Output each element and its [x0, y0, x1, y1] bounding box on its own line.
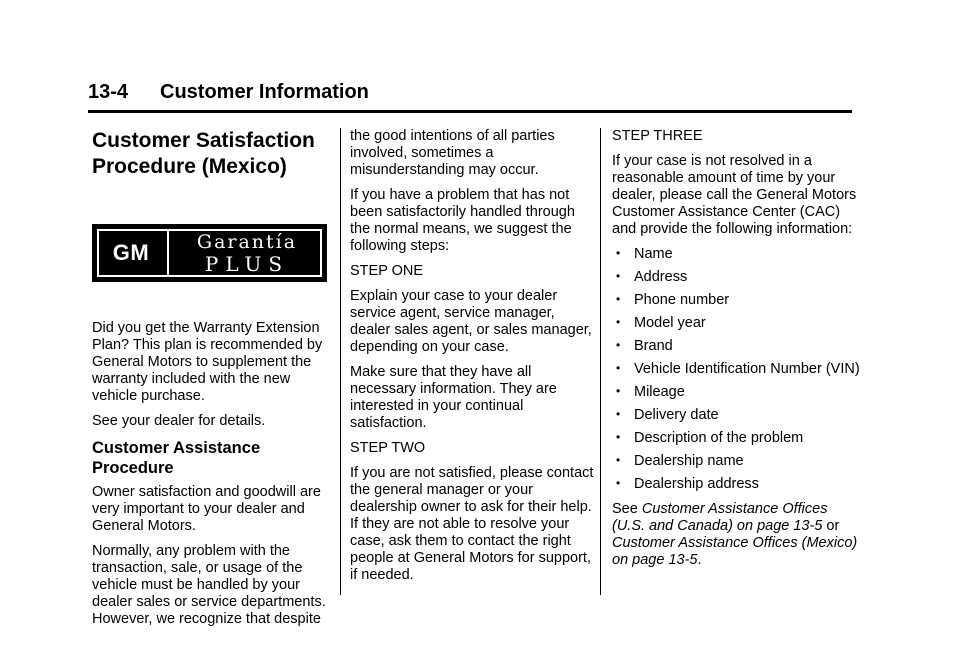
bullet-icon: •: [616, 430, 621, 444]
gm-garantia-plus-logo: [92, 224, 327, 282]
list-item: [612, 453, 862, 470]
info-list: [612, 246, 862, 493]
paragraph-warranty-plan: Did you get the Warranty Extension Plan? This plan is recommended by General Motors to supplement the warranty included with the new vehicle purchase.: [92, 320, 323, 404]
column-right: [612, 128, 862, 577]
paragraph-normally: Normally, any problem with the transaction, sale, or usage of the vehicle must be handled by your dealer sales or service departments. However, we recognize that despite: [92, 543, 326, 627]
column-left: [92, 128, 337, 636]
bullet-icon: •: [616, 269, 621, 283]
list-item-text: Dealership name: [634, 453, 744, 469]
list-item-text: Brand: [634, 338, 673, 354]
list-item-text: Phone number: [634, 292, 730, 308]
column-divider-left: [340, 128, 341, 595]
logo-container: [92, 224, 337, 282]
section-title: Customer Information: [160, 81, 369, 103]
logo-garantia-text: Garantía: [196, 231, 298, 253]
list-item: [612, 361, 862, 378]
bullet-icon: •: [616, 476, 621, 490]
period-text: .: [697, 552, 702, 568]
list-item-text: Description of the problem: [634, 430, 804, 446]
list-item: [612, 315, 862, 332]
list-item: [612, 292, 862, 309]
list-item: [612, 407, 862, 424]
bullet-icon: •: [616, 315, 621, 329]
bullet-icon: •: [616, 407, 621, 421]
list-item: [612, 430, 862, 447]
list-item-text: Name: [634, 246, 673, 262]
column-divider-right: [600, 128, 601, 595]
paragraph-see-references: [612, 501, 862, 569]
subheading-assistance: Customer Assistance Procedure: [92, 439, 261, 477]
page-title: Customer Satisfaction Procedure (Mexico): [92, 129, 315, 178]
bullet-icon: •: [616, 338, 621, 352]
bullet-icon: •: [616, 453, 621, 467]
paragraph-step-two: If you are not satisfied, please contact the general manager or your dealership owner to ask for their help. If they are not able to resolve your case, ask them to contact the right people at General Motors for support, if needed.: [350, 465, 594, 583]
paragraph-satisfaction: Owner satisfaction and goodwill are very important to your dealer and General Motors.: [92, 484, 321, 534]
list-item: [612, 476, 862, 493]
paragraph-step-three: If your case is not resolved in a reasonable amount of time by your dealer, please call the General Motors Customer Assistance Center (CAC) and provide the following information:: [612, 153, 857, 237]
column-middle: [350, 128, 596, 592]
list-item-text: Model year: [634, 315, 706, 331]
list-item: [612, 269, 862, 286]
logo-divider: [167, 231, 169, 275]
or-text: or: [822, 518, 840, 534]
list-item: [612, 246, 862, 263]
step-two-label: STEP TWO: [350, 440, 426, 456]
page-header: [88, 80, 852, 113]
list-item-text: Address: [634, 269, 688, 285]
logo-gm-text: GM: [112, 240, 150, 265]
paragraph-good-intentions: the good intentions of all parties involved, sometimes a misunderstanding may occur.: [350, 128, 555, 178]
paragraph-see-dealer: See your dealer for details.: [92, 413, 266, 429]
logo-plus-text: PLUS: [204, 252, 290, 276]
list-item-text: Dealership address: [634, 476, 759, 492]
list-item: [612, 338, 862, 355]
paragraph-problem: If you have a problem that has not been satisfactorily handled through the normal means, we suggest the following steps:: [350, 187, 575, 254]
list-item: [612, 384, 862, 401]
paragraph-necessary-info: Make sure that they have all necessary information. They are interested in your continual satisfaction.: [350, 364, 557, 431]
list-item-text: Mileage: [634, 384, 685, 400]
list-item-text: Delivery date: [634, 407, 719, 423]
cross-reference-mexico[interactable]: Customer Assistance Offices (Mexico) on page 13-5: [612, 535, 858, 568]
bullet-icon: •: [616, 384, 621, 398]
step-three-label: STEP THREE: [612, 128, 703, 144]
list-item-text: Vehicle Identification Number (VIN): [634, 361, 860, 377]
cross-reference-us-canada[interactable]: Customer Assistance Offices (U.S. and Canada) on page 13-5: [612, 501, 828, 534]
bullet-icon: •: [616, 246, 621, 260]
step-one-label: STEP ONE: [350, 263, 424, 279]
paragraph-step-one: Explain your case to your dealer service agent, service manager, dealer sales agent, or sales manager, depending on your case.: [350, 288, 592, 355]
see-prefix: See: [612, 501, 642, 517]
bullet-icon: •: [616, 361, 621, 375]
bullet-icon: •: [616, 292, 621, 306]
page-number: 13-4: [88, 81, 129, 103]
